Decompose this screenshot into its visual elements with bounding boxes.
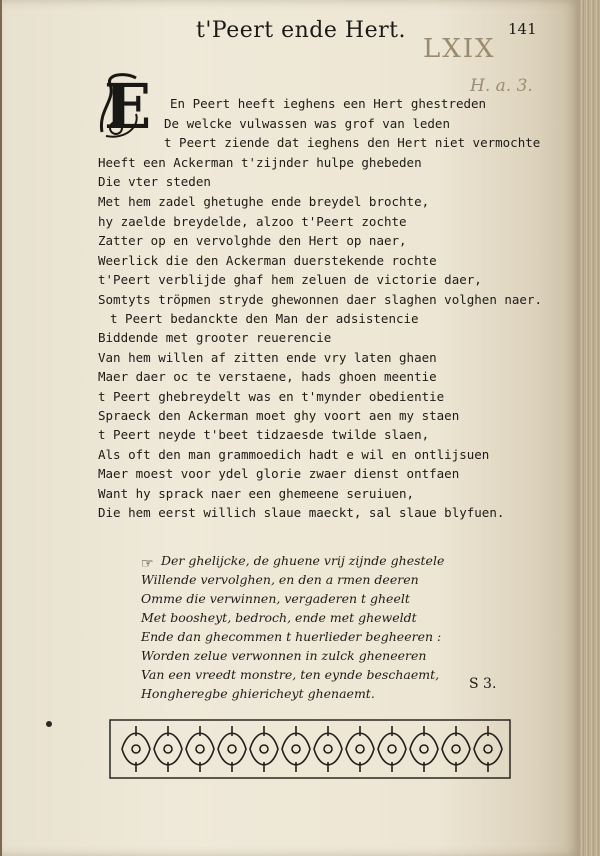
verse-line: Weerlick die den Ackerman duerstekende rochte	[98, 252, 437, 268]
verse-line: Biddende met grooter reuerencie	[98, 330, 332, 346]
verse-line: Die hem eerst willich slaue maeckt, sal slaue blyfuen.	[98, 505, 505, 520]
verse-line: Somtyts tröpmen stryde ghewonnen daer slaghen volghen naer.	[98, 292, 543, 307]
verse-line: Want hy sprack naer een ghemeene seruiuen,	[98, 485, 415, 501]
verse-line: Met hem zadel ghetughe ende breydel brochte,	[98, 194, 430, 209]
verse-line: Van hem willen af zitten ende vry laten ghaen	[98, 349, 437, 365]
verse-line: Hongheregbe ghiericheyt ghenaemt.	[141, 686, 375, 701]
handwritten-roman-numeral: LXIX	[423, 34, 496, 64]
verse-line: Maer moest voor ydel glorie zwaer dienst ontfaen	[98, 466, 460, 482]
verse-line: Als oft den man grammoedich hadt e wil en ontlijsuen	[98, 446, 490, 462]
verse-line: Worden zelue verwonnen in zulck gheneeren	[141, 648, 427, 663]
ornament-band	[108, 714, 512, 784]
verse-line: Omme die verwinnen, vergaderen t gheelt	[141, 591, 410, 606]
verse-line: Der ghelijcke, de ghuene vrij zijnde ghestele	[161, 553, 445, 568]
page-edges	[580, 0, 600, 856]
verse-line: Willende vervolghen, en den a rmen deeren	[141, 572, 419, 587]
ink-dot	[46, 721, 52, 727]
verse-line: t Peert ghebreydelt was en t'mynder obedientie	[98, 388, 445, 404]
verse-line: t'Peert verblijde ghaf hem zeluen de victorie daer,	[98, 272, 482, 288]
decorated-initial	[96, 70, 156, 143]
verse-line: Spraeck den Ackerman moet ghy voort aen my staen	[98, 408, 460, 423]
verse-line: Ende dan ghecommen t huerlieder begheeren :	[141, 629, 442, 644]
page-title: t'Peert ende Hert.	[196, 18, 406, 43]
verse-line: Met boosheyt, bedroch, ende met gheweldt	[141, 610, 417, 625]
pointing-hand-icon: ☞	[141, 556, 154, 572]
verse-line: Van een vreedt monstre, ten eynde beschaemt,	[141, 667, 440, 682]
page-number: 141	[508, 20, 537, 38]
verse-line: t Peert neyde t'beet tidzaesde twilde slaen,	[98, 427, 430, 443]
verse-line: Zatter op en vervolghde den Hert op naer,	[98, 233, 407, 249]
verse-line: De welcke vulwassen was grof van leden	[164, 115, 450, 131]
verse-line: Die vter steden	[98, 174, 211, 190]
initial-letter: E	[104, 70, 152, 143]
handwritten-reference: H. a. 3.	[470, 76, 533, 96]
verse-line: t Peert ziende dat ieghens den Hert niet vermochte	[164, 135, 541, 151]
verse-line: Maer daer oc te verstaene, hads ghoen meentie	[98, 369, 437, 385]
signature-mark: S 3.	[469, 676, 497, 692]
verse-line: Heeft een Ackerman t'zijnder hulpe ghebeden	[98, 154, 422, 170]
verse-line: En Peert heeft ieghens een Hert ghestreden	[170, 96, 487, 111]
verse-line: hy zaelde breydelde, alzoo t'Peert zochte	[98, 213, 407, 229]
verse-line: t Peert bedanckte den Man der adsistencie	[110, 311, 419, 326]
